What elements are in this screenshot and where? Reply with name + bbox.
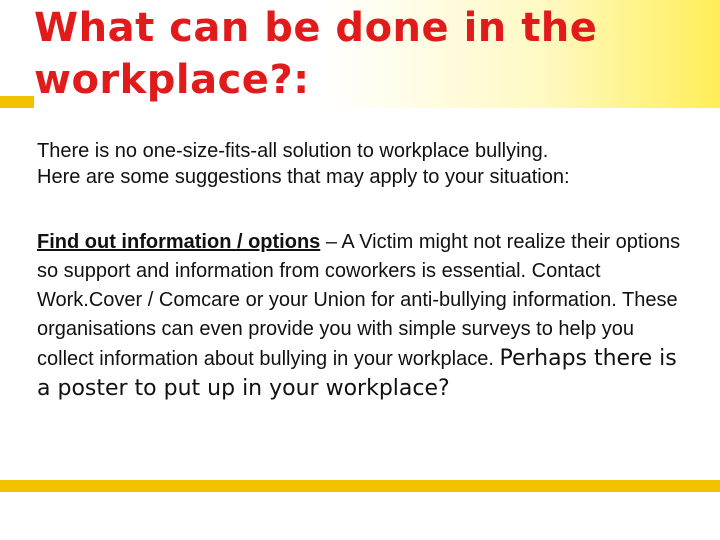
- body-text: – A Victim might not realize their options so support and information from coworkers is essential. Contact Work.Cover / Comcare or your Union for anti-bullying information. These organisations can even provide you with simple surveys to help you collect information about bullying in your workplace.: [37, 231, 681, 370]
- title-accent-rule: [0, 96, 34, 108]
- body-paragraph: [37, 228, 687, 404]
- intro-paragraph: [37, 138, 697, 190]
- title-line-2: workplace?:: [34, 57, 310, 103]
- title-line-1: What can be done in the: [34, 5, 598, 51]
- intro-line-2: Here are some suggestions that may apply to your situation:: [37, 166, 570, 188]
- slide-title: [34, 2, 597, 106]
- intro-line-1: There is no one-size-fits-all solution to workplace bullying.: [37, 140, 549, 162]
- body-large-text: Perhaps there is a poster to put up in your workplace?: [37, 346, 677, 401]
- section-heading: Find out information / options: [37, 231, 321, 253]
- bottom-accent-bar: [0, 480, 720, 492]
